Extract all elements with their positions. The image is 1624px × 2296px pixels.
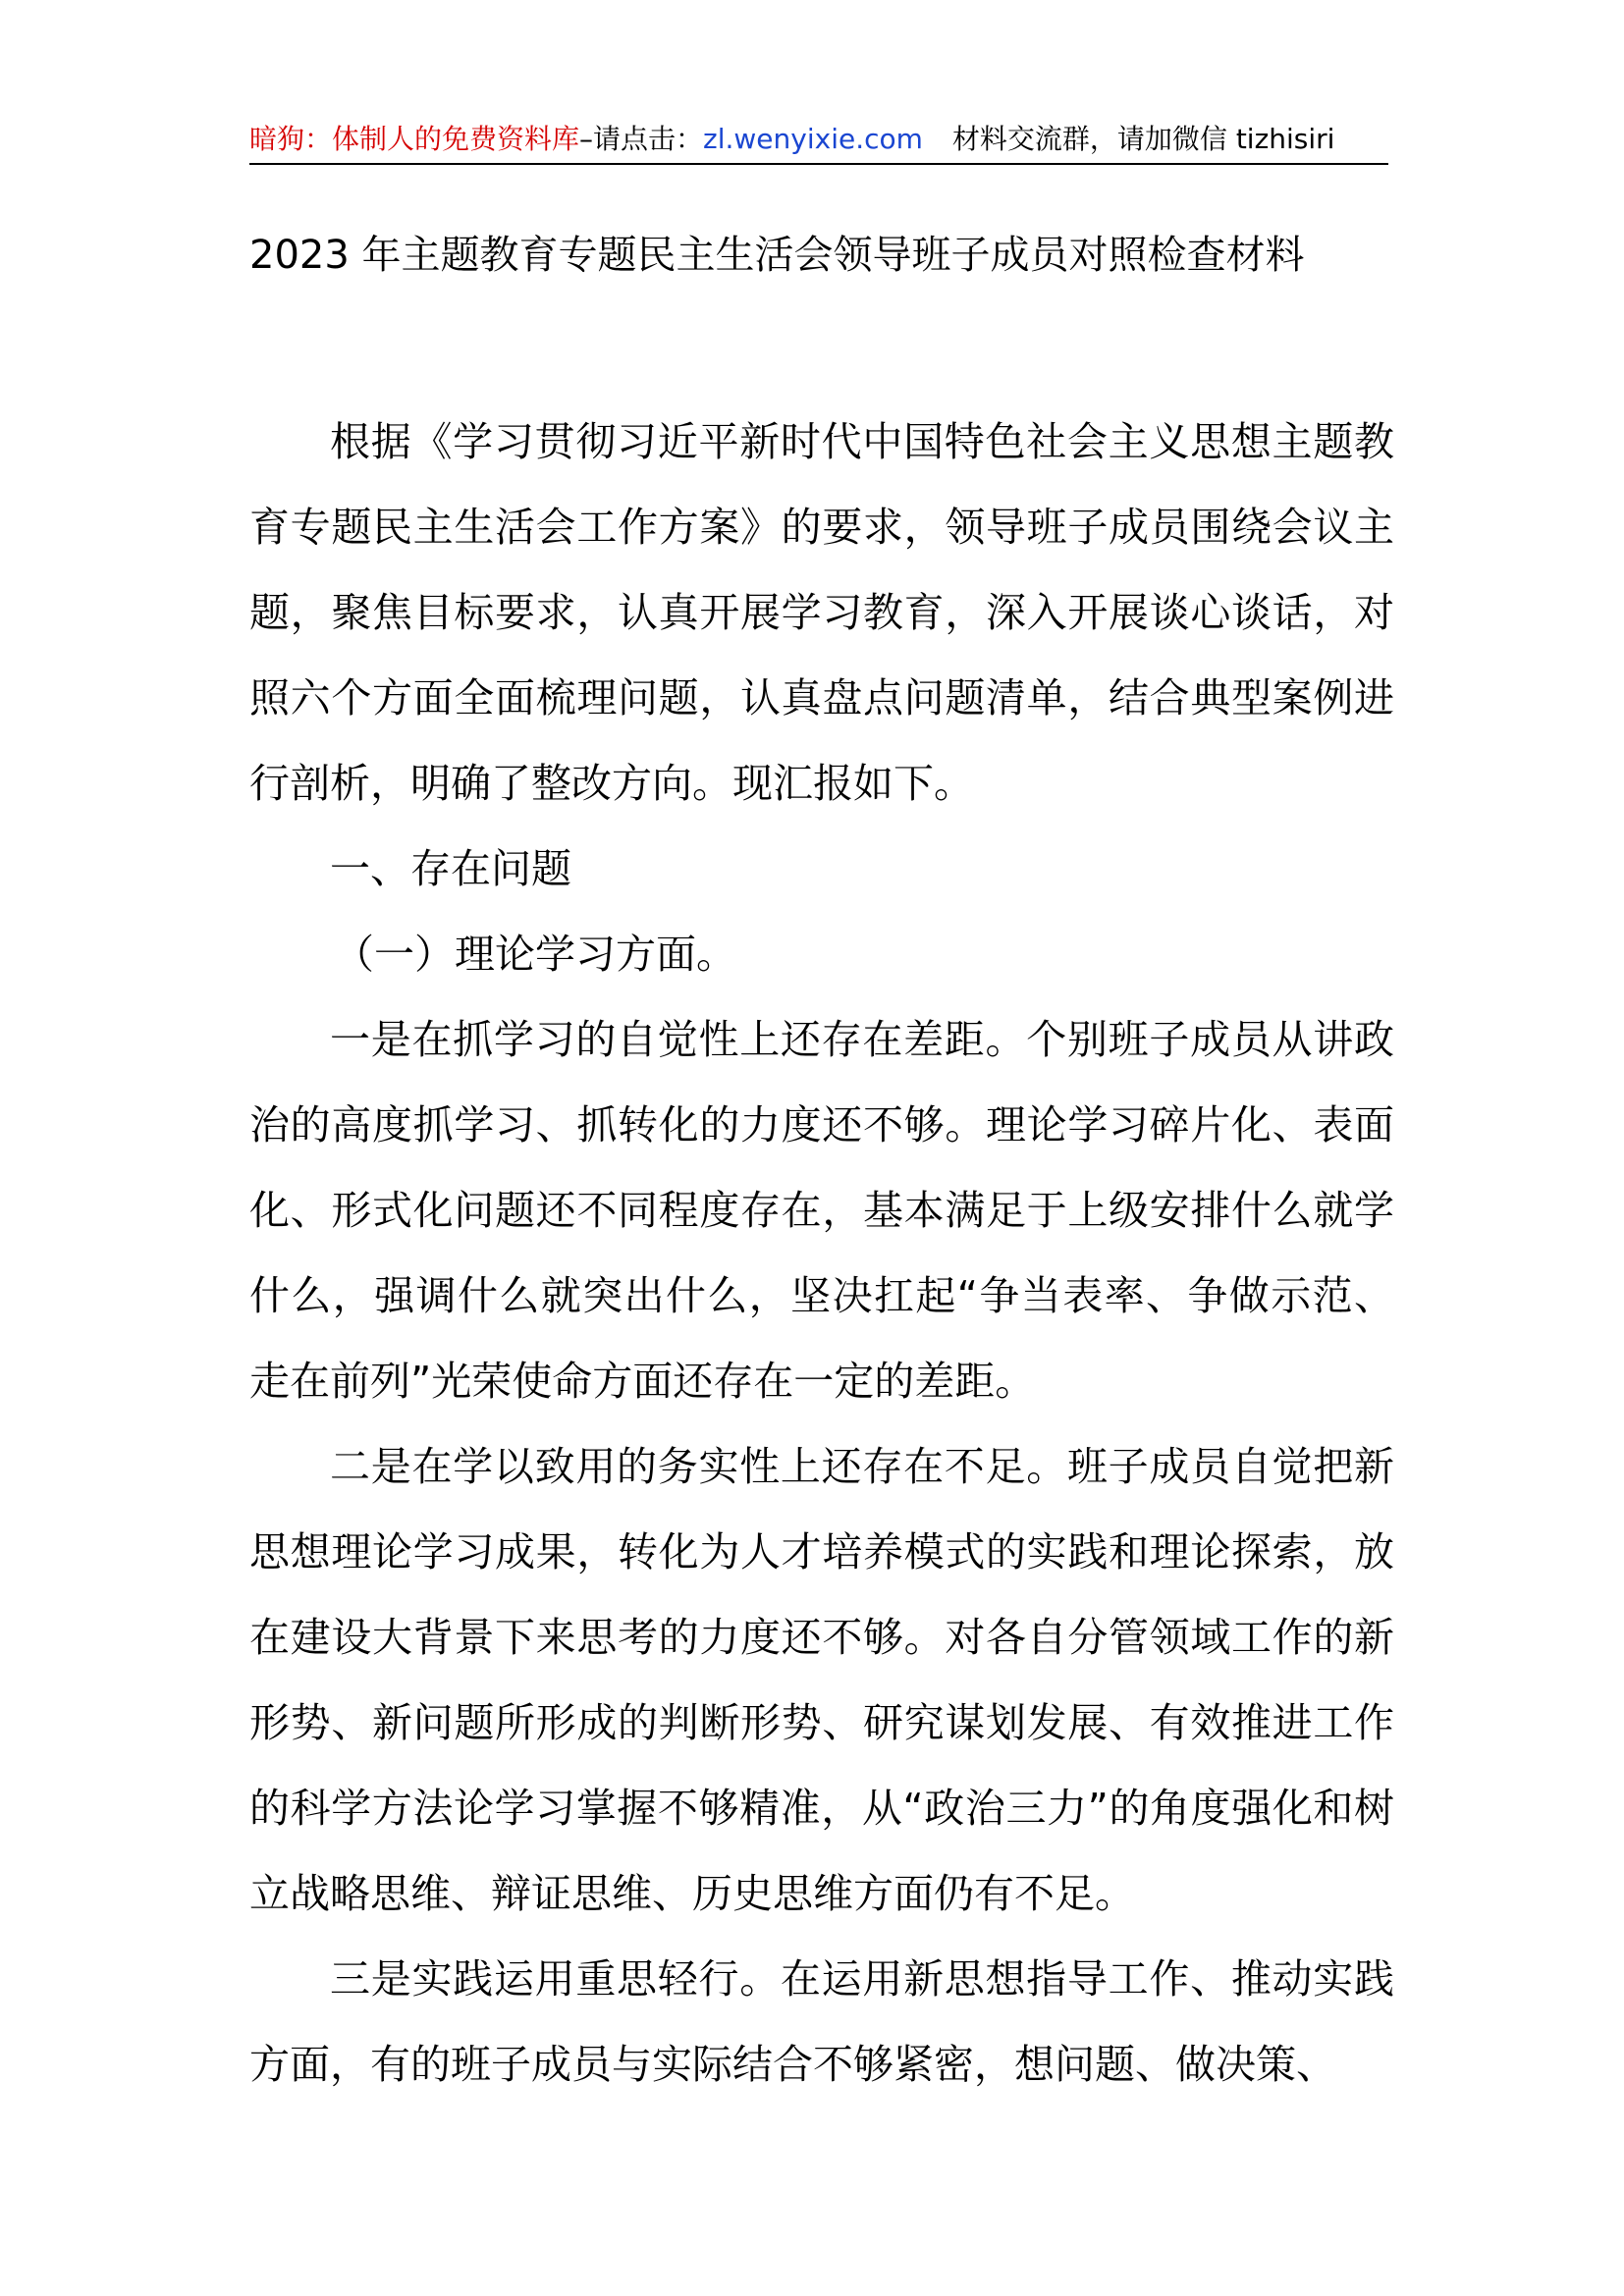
header-link[interactable]: zl.wenyixie.com [703, 123, 923, 155]
paragraph-point-two: 二是在学以致用的务实性上还存在不足。班子成员自觉把新思想理论学习成果，转化为人才培养模式的实践和理论探索，放在建设大背景下来思考的力度还不够。对各自分管领域工作的新形势、新问题所形成的判断形势、研究谋划发展、有效推进工作的科学方法论学习掌握不够精准，从“政治三力”的角度强化和树立战略思维、辩证思维、历史思维方面仍有不足。 [249, 1443, 1394, 1917]
document-title: 2023 年主题教育专题民主生活会领导班子成员对照检查材料 [249, 233, 1305, 278]
header-site-name: 暗狗：体制人的免费资料库 [249, 123, 580, 155]
document-body [249, 400, 1394, 2108]
header-wechat-note: 材料交流群，请加微信 tizhisiri [951, 123, 1335, 155]
subsection-heading-theory: （一）理论学习方面。 [334, 931, 736, 978]
paragraph-point-one: 一是在抓学习的自觉性上还存在差距。个别班子成员从讲政治的高度抓学习、抓转化的力度还不够。理论学习碎片化、表面化、形式化问题还不同程度存在，基本满足于上级安排什么就学什么，强调什么就突出什么，坚决扛起“争当表率、争做示范、走在前列”光荣使命方面还存在一定的差距。 [249, 1016, 1394, 1405]
page-header [249, 116, 1388, 165]
section-heading-problems: 一、存在问题 [330, 845, 571, 892]
header-click-prompt: –请点击： [579, 123, 704, 155]
paragraph-intro: 根据《学习贯彻习近平新时代中国特色社会主义思想主题教育专题民主生活会工作方案》的要求，领导班子成员围绕会议主题，聚焦目标要求，认真开展学习教育，深入开展谈心谈话，对照六个方面全面梳理问题，认真盘点问题清单，结合典型案例进行剖析，明确了整改方向。现汇报如下。 [249, 418, 1394, 807]
paragraph-point-three: 三是实践运用重思轻行。在运用新思想指导工作、推动实践方面，有的班子成员与实际结合不够紧密，想问题、做决策、 [249, 1955, 1394, 2088]
